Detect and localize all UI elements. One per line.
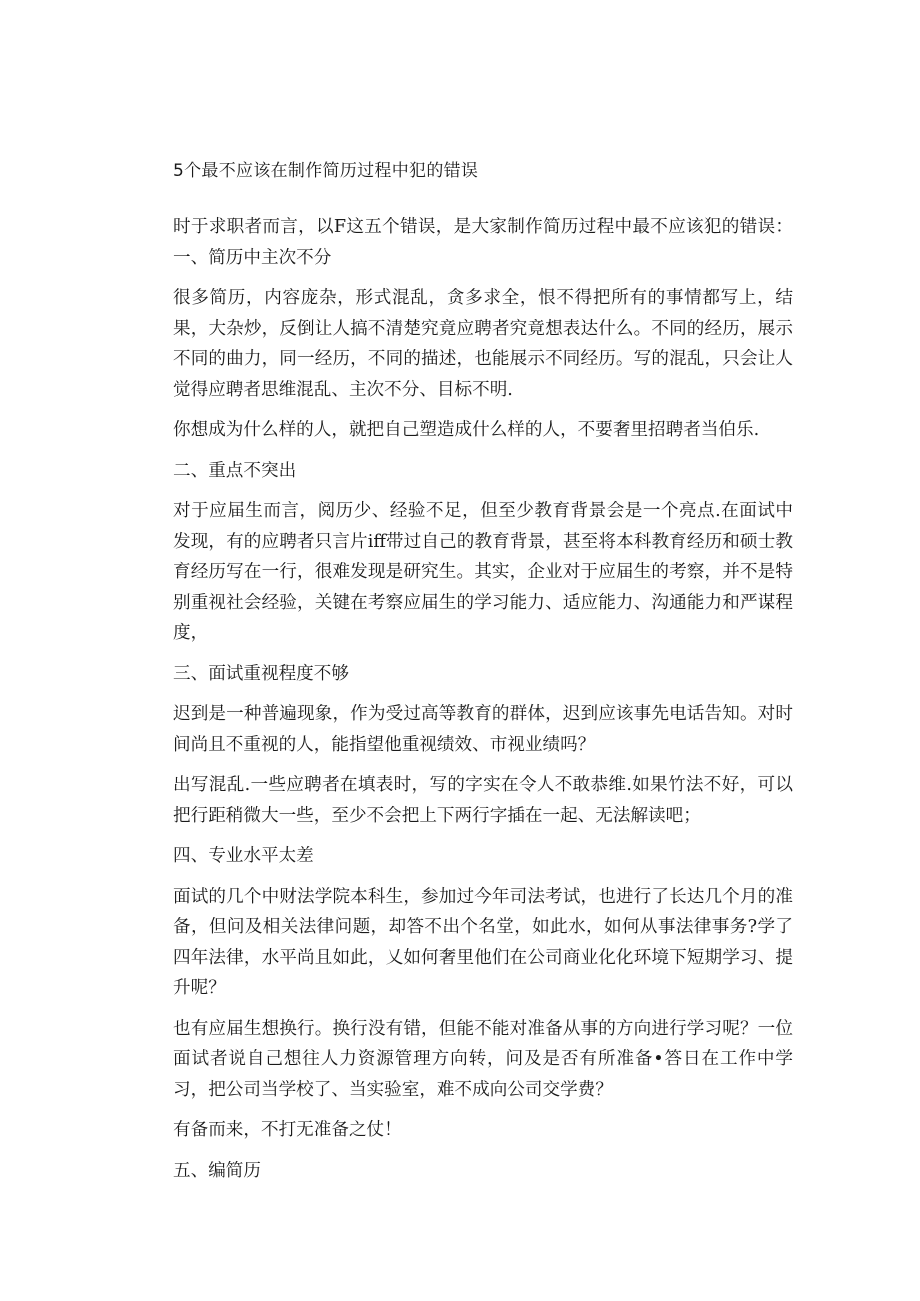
- section-heading-5: 五、编简历: [173, 1160, 261, 1181]
- document-body: [173, 212, 793, 1196]
- paragraph-section3-body: 迟到是一种普遍现象，作为受过高等教育的群体，迟到应该事先电话告知。对时间尚且不重视的人，能指望他重视绩效、市视业绩吗？: [173, 704, 793, 755]
- paragraph-section1-note: 你想成为什么样的人，就把自己塑造成什么样的人，不要奢里招聘者当伯乐.: [173, 420, 760, 440]
- paragraph-section1-body: 很多简历，内容庞杂，形式混乱，贪多求全，恨不得把所有的事情都写上，结果，大杂炒，反倒让人搞不清楚究竟应聘者究竟想表达什么。不同的经历，展示不同的曲力，同一经历，不同的描述，也能展示不同经历。写的混乱，只会让人觉得应聘者思维混乱、主次不分、目标不明.: [173, 288, 793, 400]
- paragraph-section4-body: 面试的几个中财法学院本科生，参加过今年司法考试，也进行了长达几个月的准备，但问及相关法律问题，却答不出个名堂，如此水，如何从事法律事务?学了四年法律，水平尚且如此，乂如何奢里他们在公司商业化化环境下短期学习、提升呢？: [173, 886, 793, 998]
- paragraph-section4-career-change: 也有应届生想换行。换行没有错，但能不能对准备从事的方向进行学习呢？一位面试者说自己想往人力资源管理方向转，问及是否有所准备•答日在工作中学习，把公司当学校了、当实验室，难不成向公司交学费？: [173, 1018, 793, 1100]
- paragraph-intro: 时于求职者而言，以F这五个错误，是大家制作简历过程中最不应该犯的错误：一、简历中主次不分: [173, 217, 793, 268]
- paragraph-section3-handwriting: 出写混乱.一些应聘者在填表时，写的字实在令人不敢恭维.如果竹法不好，可以把行距稍微大一些，至少不会把上下两行字插在一起、无法解读吧；: [173, 775, 793, 826]
- section-heading-2: 二、重点不突出: [173, 460, 297, 481]
- section-heading-4: 四、专业水平太差: [173, 846, 314, 866]
- paragraph-section2-body: 对于应届生而言，阅历少、经验不足，但至少教育背景会是一个亮点.在面试中发现，有的应聘者只言片iff带过自己的教育背景，甚至将本科教育经历和硕士教育经历写在一行，很难发现是研究生。其实，企业对于应届生的考察，并不是特别重视社会经验，关键在考察应届生的学习能力、适应能力、沟通能力和严谋程度，: [173, 501, 793, 643]
- section-heading-3: 三、面试重视程度不够: [173, 663, 349, 684]
- document-title: 5个最不应该在制作简历过程中犯的错误: [173, 161, 479, 181]
- paragraph-section4-note: 有备而来，不打无准备之仗！: [173, 1120, 402, 1140]
